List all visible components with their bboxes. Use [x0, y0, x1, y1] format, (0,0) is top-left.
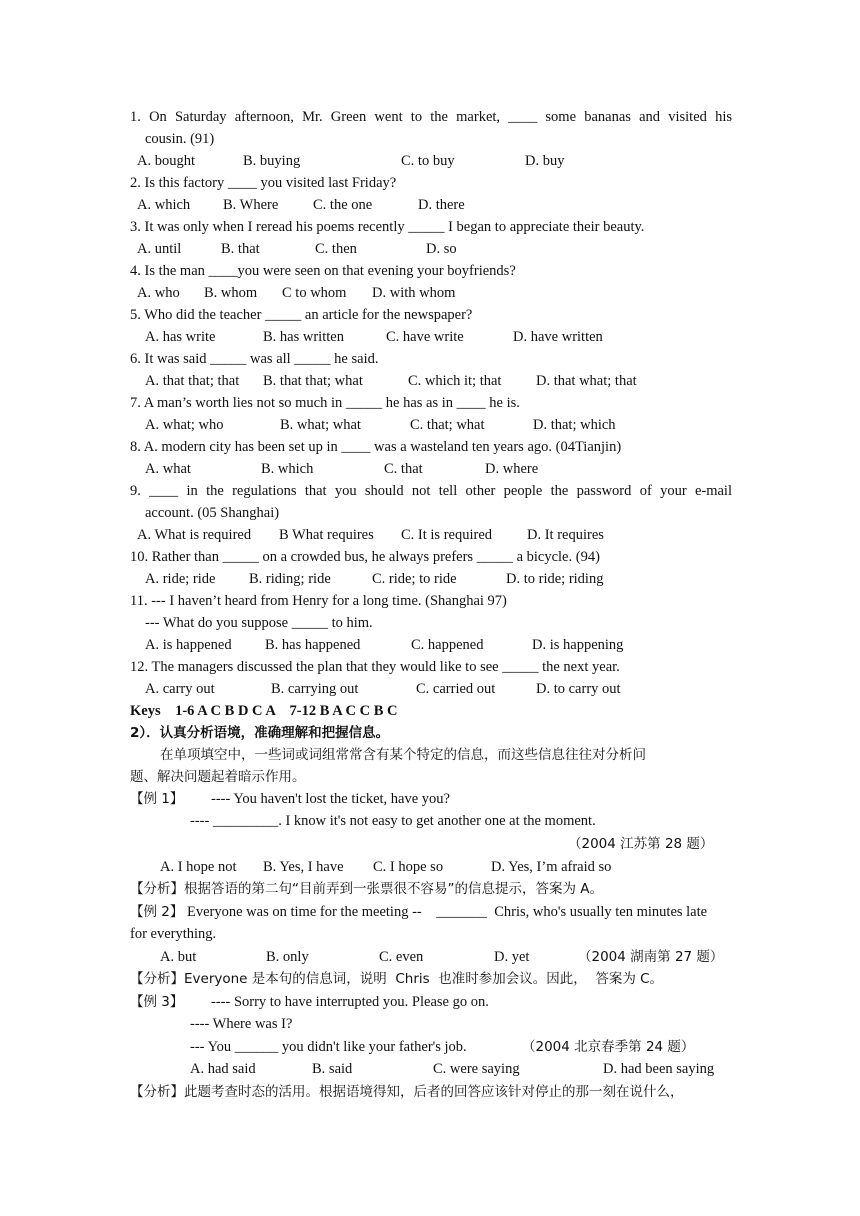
option-d: D. with whom — [372, 285, 456, 301]
option-a: A. which — [137, 197, 191, 213]
question-options — [0, 326, 860, 348]
option-c: C. the one — [313, 197, 373, 213]
question-stem: 7. A man’s worth lies not so much in _____ he has as in ____ he is. — [130, 395, 520, 411]
option-b: B. Yes, I have — [263, 859, 344, 875]
example-analysis: 【分析】Everyone 是本句的信息词，说明 Chris 也准时参加会议。因此， 答案为 C。 — [130, 971, 664, 987]
option-a: A. is happened — [145, 637, 232, 653]
option-d: D. that what; that — [536, 373, 637, 389]
option-b: B. riding; ride — [249, 571, 331, 587]
example-line: ---- Sorry to have interrupted you. Please go on. — [211, 994, 489, 1010]
question-stem: 6. It was said _____ was all _____ he said. — [130, 351, 379, 367]
answer-keys — [0, 700, 860, 722]
option-c: C. that — [384, 461, 423, 477]
option-d: D. where — [485, 461, 539, 477]
question-stem: 5. Who did the teacher _____ an article for the newspaper? — [130, 307, 473, 323]
example-analysis: 【分析】此题考查时态的活用。根据语境得知，后者的回答应该针对停止的那一刻在说什么， — [130, 1084, 684, 1100]
option-b: B. what; what — [280, 417, 361, 433]
question-options — [0, 370, 860, 392]
question-options — [0, 678, 860, 700]
question-stem: 1. On Saturday afternoon, Mr. Green went to the market, ____ some bananas and visited his — [130, 109, 732, 125]
question-options — [0, 414, 860, 436]
option-b: B. only — [266, 949, 309, 965]
intro-line-1: 在单项填空中，一些词或词组常常含有某个特定的信息，而这些信息往往对分析问 — [160, 747, 646, 763]
option-b: B. that — [221, 241, 260, 257]
question-stem-cont: --- What do you suppose _____ to him. — [145, 615, 373, 631]
option-b: B. Where — [223, 197, 279, 213]
question-options — [0, 458, 860, 480]
option-c: C to whom — [282, 285, 347, 301]
section-heading-text: 2）．认真分析语境，准确理解和把握信息。 — [130, 725, 390, 741]
question-stem-cont: cousin. (91) — [145, 131, 215, 147]
option-b: B What requires — [279, 527, 374, 543]
option-a: A. that that; that — [145, 373, 240, 389]
example-label: 【例 1】 — [130, 791, 184, 807]
question-stem: 11. --- I haven’t heard from Henry for a long time. (Shanghai 97) — [130, 593, 507, 609]
example-source: （2004 江苏第 28 题） — [568, 836, 714, 852]
option-d: D. Yes, I’m afraid so — [491, 859, 612, 875]
option-c: C. carried out — [416, 681, 496, 697]
option-d: D. so — [426, 241, 457, 257]
question-11 — [0, 590, 860, 612]
option-d: D. have written — [513, 329, 603, 345]
question-options — [0, 524, 860, 546]
option-b: B. has written — [263, 329, 344, 345]
option-d: D. to ride; riding — [506, 571, 604, 587]
option-c: C. then — [315, 241, 357, 257]
option-c: C. which it; that — [408, 373, 502, 389]
question-stem-cont: account. (05 Shanghai) — [145, 505, 280, 521]
option-b: B. whom — [204, 285, 258, 301]
section-heading — [0, 722, 860, 744]
option-c: C. that; what — [410, 417, 485, 433]
question-options — [0, 568, 860, 590]
example-line: --- You ______ you didn't like your father's job. — [190, 1039, 467, 1055]
option-d: D. is happening — [532, 637, 624, 653]
option-b: B. carrying out — [271, 681, 359, 697]
option-b: B. that that; what — [263, 373, 363, 389]
option-c: C. were saying — [433, 1061, 520, 1077]
option-b: B. has happened — [265, 637, 361, 653]
option-a: A. what; who — [145, 417, 224, 433]
option-a: A. I hope not — [160, 859, 237, 875]
question-stem: 12. The managers discussed the plan that they would like to see _____ the next year. — [130, 659, 620, 675]
option-c: C. ride; to ride — [372, 571, 457, 587]
option-a: A. What is required — [137, 527, 252, 543]
option-b: B. said — [312, 1061, 353, 1077]
section-intro — [0, 744, 860, 766]
question-stem: 9. ____ in the regulations that you should not tell other people the password of your e-mail — [130, 483, 732, 499]
question-3 — [0, 216, 860, 238]
example-options — [0, 856, 860, 878]
option-c: C. even — [379, 949, 424, 965]
question-stem: 3. It was only when I reread his poems recently _____ I began to appreciate their beauty. — [130, 219, 645, 235]
option-a: A. until — [137, 241, 182, 257]
question-options — [0, 282, 860, 304]
option-d: D. had been saying — [603, 1061, 715, 1077]
example-line: for everything. — [130, 926, 217, 942]
option-c: C. have write — [386, 329, 464, 345]
option-b: B. buying — [243, 153, 301, 169]
question-options — [0, 150, 860, 172]
option-c: C. happened — [411, 637, 484, 653]
example-line: ---- _________. I know it's not easy to get another one at the moment. — [190, 813, 596, 829]
option-a: A. but — [160, 949, 197, 965]
question-9 — [0, 480, 860, 502]
example-1 — [0, 788, 860, 810]
question-stem: 4. Is the man ____you were seen on that evening your boyfriends? — [130, 263, 516, 279]
option-a: A. what — [145, 461, 191, 477]
question-4 — [0, 260, 860, 282]
example-line: Everyone was on time for the meeting -- _______ Chris, who's usually ten minutes late — [187, 904, 708, 920]
option-d: D. It requires — [527, 527, 604, 543]
question-stem: 10. Rather than _____ on a crowded bus, he always prefers _____ a bicycle. (94) — [130, 549, 600, 565]
example-source: （2004 北京春季第 24 题） — [522, 1039, 695, 1055]
option-d: D. there — [418, 197, 465, 213]
option-a: A. had said — [190, 1061, 256, 1077]
question-1 — [0, 106, 860, 128]
answer-keys-text: Keys 1-6 A C B D C A 7-12 B A C C B C — [130, 703, 398, 719]
example-source: （2004 湖南第 27 题） — [578, 949, 724, 965]
option-a: A. carry out — [145, 681, 215, 697]
option-a: A. bought — [137, 153, 195, 169]
example-3 — [0, 991, 860, 1013]
option-b: B. which — [261, 461, 314, 477]
question-2 — [0, 172, 860, 194]
example-line: ---- Where was I? — [190, 1016, 293, 1032]
option-d: D. that; which — [533, 417, 616, 433]
option-d: D. yet — [494, 949, 530, 965]
example-label: 【例 3】 — [130, 994, 184, 1010]
question-options — [0, 238, 860, 260]
option-a: A. ride; ride — [145, 571, 216, 587]
example-options — [0, 946, 860, 968]
example-analysis: 【分析】根据答语的第二句“目前弄到一张票很不容易”的信息提示，答案为 A。 — [130, 881, 604, 897]
question-options — [0, 194, 860, 216]
option-a: A. who — [137, 285, 180, 301]
question-options — [0, 634, 860, 656]
question-stem: 8. A. modern city has been set up in ____ was a wasteland ten years ago. (04Tianjin) — [130, 439, 622, 455]
option-d: D. buy — [525, 153, 565, 169]
question-8 — [0, 436, 860, 458]
intro-line-2: 题、解决问题起着暗示作用。 — [130, 769, 306, 785]
option-c: C. to buy — [401, 153, 455, 169]
question-12 — [0, 656, 860, 678]
question-stem: 2. Is this factory ____ you visited last Friday? — [130, 175, 397, 191]
option-a: A. has write — [145, 329, 216, 345]
question-6 — [0, 348, 860, 370]
option-d: D. to carry out — [536, 681, 621, 697]
example-line: ---- You haven't lost the ticket, have you? — [211, 791, 450, 807]
example-label: 【例 2】 — [130, 904, 184, 920]
option-c: C. I hope so — [373, 859, 444, 875]
example-2 — [0, 901, 860, 923]
question-7 — [0, 392, 860, 414]
option-c: C. It is required — [401, 527, 493, 543]
question-10 — [0, 546, 860, 568]
question-5 — [0, 304, 860, 326]
example-options — [0, 1058, 860, 1080]
